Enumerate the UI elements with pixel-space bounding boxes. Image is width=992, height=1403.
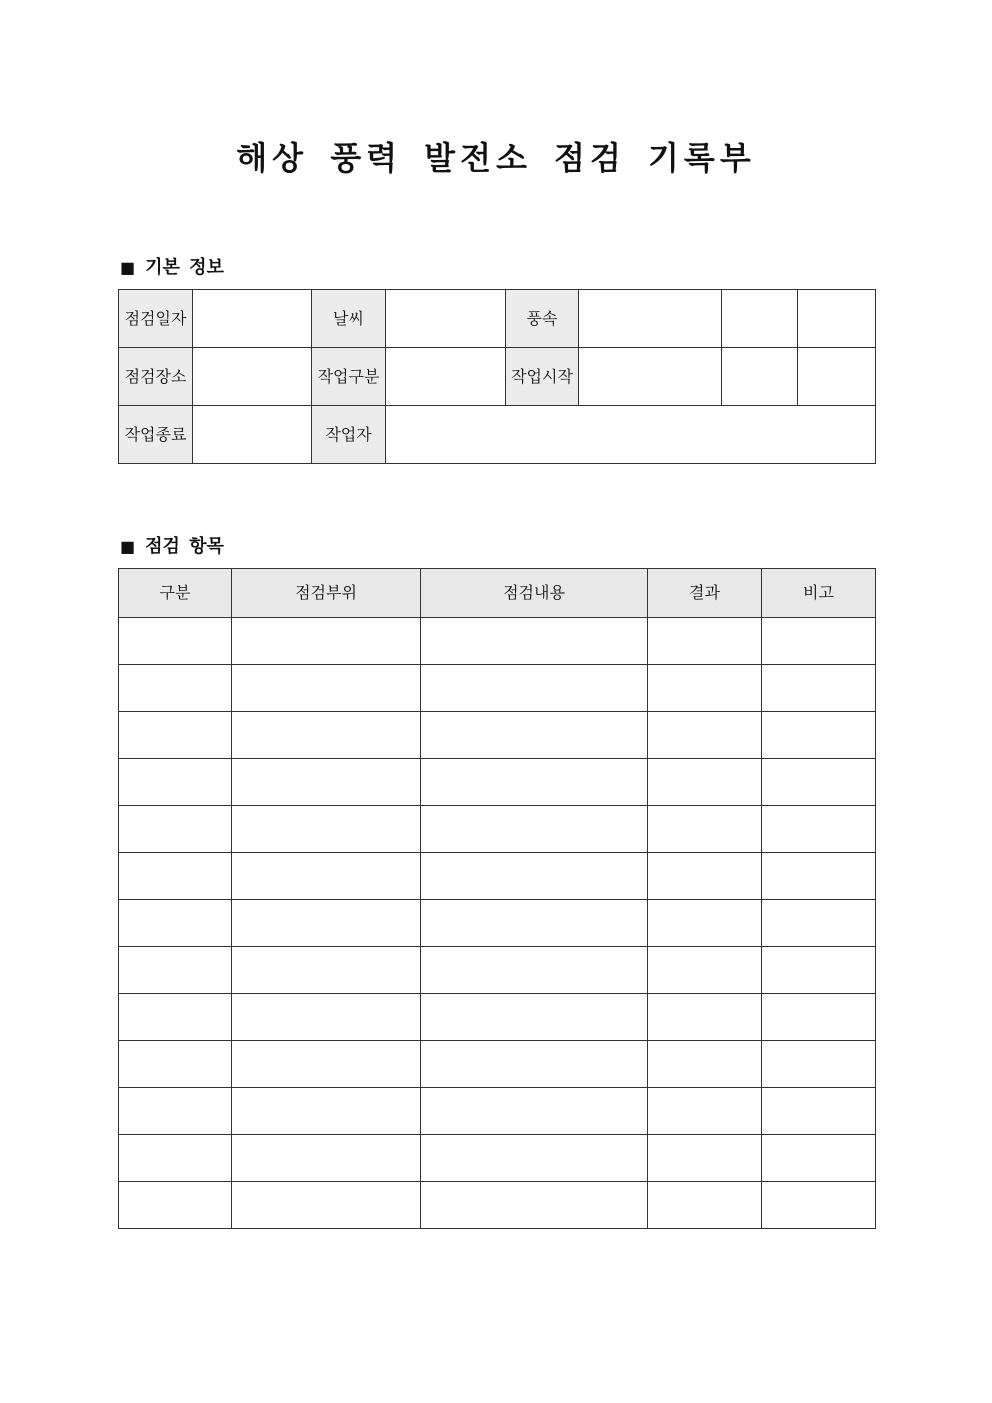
inspection-items-table <box>118 568 876 1229</box>
cell-category[interactable] <box>119 947 232 994</box>
table-row <box>119 665 876 712</box>
cell-content[interactable] <box>421 853 648 900</box>
cell-part[interactable] <box>232 1135 421 1182</box>
cell-part[interactable] <box>232 759 421 806</box>
table-row <box>119 1088 876 1135</box>
cell-result[interactable] <box>648 806 762 853</box>
cell-category[interactable] <box>119 759 232 806</box>
field-work-type[interactable] <box>386 348 506 406</box>
column-header-remarks: 비고 <box>762 569 876 618</box>
cell-category[interactable] <box>119 712 232 759</box>
field-worker[interactable] <box>386 406 876 464</box>
cell-content[interactable] <box>421 900 648 947</box>
cell-content[interactable] <box>421 806 648 853</box>
cell-category[interactable] <box>119 994 232 1041</box>
cell-result[interactable] <box>648 759 762 806</box>
cell-content[interactable] <box>421 1182 648 1229</box>
table-row <box>119 759 876 806</box>
section-title: 기본 정보 <box>145 257 224 278</box>
table-row <box>119 712 876 759</box>
cell-category[interactable] <box>119 900 232 947</box>
label-wind-speed: 풍속 <box>506 290 579 348</box>
cell-part[interactable] <box>232 1088 421 1135</box>
label-work-end: 작업종료 <box>119 406 193 464</box>
cell-remarks[interactable] <box>762 1088 876 1135</box>
cell-content[interactable] <box>421 665 648 712</box>
table-row <box>119 900 876 947</box>
cell-result[interactable] <box>648 1041 762 1088</box>
table-row <box>119 806 876 853</box>
column-header-category: 구분 <box>119 569 232 618</box>
cell-content[interactable] <box>421 1041 648 1088</box>
cell-category[interactable] <box>119 1041 232 1088</box>
cell-category[interactable] <box>119 806 232 853</box>
cell-category[interactable] <box>119 665 232 712</box>
cell-result[interactable] <box>648 947 762 994</box>
field-work-end[interactable] <box>193 406 312 464</box>
table-row <box>119 1041 876 1088</box>
table-row <box>119 618 876 665</box>
cell-result[interactable] <box>648 1088 762 1135</box>
cell-remarks[interactable] <box>762 1135 876 1182</box>
cell-category[interactable] <box>119 1088 232 1135</box>
cell-part[interactable] <box>232 853 421 900</box>
cell-content[interactable] <box>421 759 648 806</box>
label-work-start: 작업시작 <box>506 348 579 406</box>
cell-result[interactable] <box>648 900 762 947</box>
field-work-start[interactable] <box>579 348 722 406</box>
column-header-result: 결과 <box>648 569 762 618</box>
cell-remarks[interactable] <box>762 1041 876 1088</box>
table-row <box>119 994 876 1041</box>
cell-content[interactable] <box>421 947 648 994</box>
section-heading-inspection-items <box>120 532 224 558</box>
basic-info-table <box>118 289 876 464</box>
table-row <box>119 947 876 994</box>
cell-content[interactable] <box>421 712 648 759</box>
table-row <box>119 1182 876 1229</box>
section-title: 점검 항목 <box>145 536 224 557</box>
field-inspection-place[interactable] <box>193 348 312 406</box>
page-title: 해상 풍력 발전소 점검 기록부 <box>236 139 756 177</box>
cell-remarks[interactable] <box>762 900 876 947</box>
cell-content[interactable] <box>421 1135 648 1182</box>
square-bullet-icon: ■ <box>120 258 136 277</box>
cell-category[interactable] <box>119 1135 232 1182</box>
field-wind-speed[interactable] <box>579 290 722 348</box>
cell-part[interactable] <box>232 1041 421 1088</box>
cell-remarks[interactable] <box>762 712 876 759</box>
cell-remarks[interactable] <box>762 665 876 712</box>
cell-result[interactable] <box>648 994 762 1041</box>
cell-part[interactable] <box>232 712 421 759</box>
cell-part[interactable] <box>232 665 421 712</box>
table-row <box>119 853 876 900</box>
cell-remarks[interactable] <box>762 806 876 853</box>
field-extra[interactable] <box>722 348 798 406</box>
cell-content[interactable] <box>421 618 648 665</box>
cell-result[interactable] <box>648 665 762 712</box>
cell-part[interactable] <box>232 947 421 994</box>
section-heading-basic-info <box>120 253 224 279</box>
cell-remarks[interactable] <box>762 1182 876 1229</box>
label-inspection-place: 점검장소 <box>119 348 193 406</box>
table-row <box>119 1135 876 1182</box>
cell-category[interactable] <box>119 853 232 900</box>
cell-category[interactable] <box>119 1182 232 1229</box>
field-extra[interactable] <box>722 290 798 348</box>
square-bullet-icon: ■ <box>120 537 136 556</box>
cell-remarks[interactable] <box>762 853 876 900</box>
cell-result[interactable] <box>648 1182 762 1229</box>
cell-result[interactable] <box>648 853 762 900</box>
table-header-row <box>119 569 876 618</box>
cell-remarks[interactable] <box>762 759 876 806</box>
field-weather[interactable] <box>386 290 506 348</box>
cell-result[interactable] <box>648 618 762 665</box>
label-work-type: 작업구분 <box>312 348 386 406</box>
cell-remarks[interactable] <box>762 618 876 665</box>
field-inspection-date[interactable] <box>193 290 312 348</box>
field-extra[interactable] <box>798 290 876 348</box>
label-worker: 작업자 <box>312 406 386 464</box>
label-inspection-date: 점검일자 <box>119 290 193 348</box>
cell-part[interactable] <box>232 618 421 665</box>
cell-category[interactable] <box>119 618 232 665</box>
cell-content[interactable] <box>421 994 648 1041</box>
cell-part[interactable] <box>232 900 421 947</box>
cell-remarks[interactable] <box>762 994 876 1041</box>
cell-result[interactable] <box>648 1135 762 1182</box>
field-extra[interactable] <box>798 348 876 406</box>
cell-remarks[interactable] <box>762 947 876 994</box>
column-header-content: 점검내용 <box>421 569 648 618</box>
cell-part[interactable] <box>232 1182 421 1229</box>
label-weather: 날씨 <box>312 290 386 348</box>
cell-content[interactable] <box>421 1088 648 1135</box>
column-header-part: 점검부위 <box>232 569 421 618</box>
cell-result[interactable] <box>648 712 762 759</box>
cell-part[interactable] <box>232 806 421 853</box>
cell-part[interactable] <box>232 994 421 1041</box>
